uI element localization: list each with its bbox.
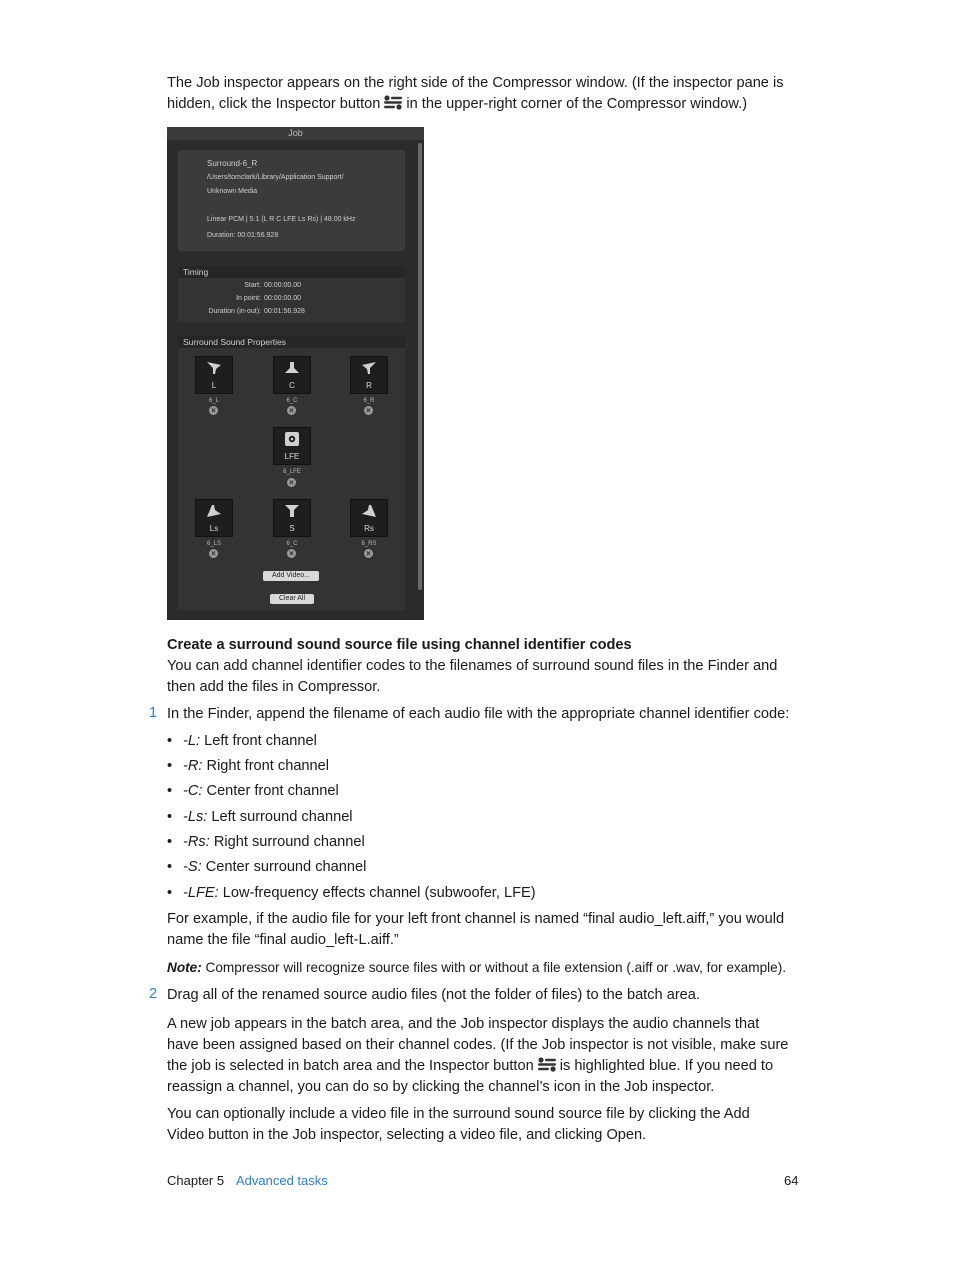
page-number: 64 — [784, 1173, 799, 1188]
job-duration: Duration: 00:01:56.928 — [207, 232, 279, 239]
timing-box: Start: 00:00:00.00 In point: 00:00:00.00 Duration (in-out): 00:01:56.928 — [178, 278, 405, 322]
intro-paragraph — [167, 73, 802, 115]
inspector-title: Job — [167, 127, 424, 140]
channel-l-button[interactable]: L — [195, 356, 233, 394]
job-media-type: Unknown Media — [207, 188, 258, 195]
channel-c-button[interactable]: C — [273, 356, 311, 394]
channel-lfe-remove-icon[interactable]: × — [287, 478, 296, 487]
channel-s-name: 6_C — [286, 541, 298, 547]
job-inspector-panel — [167, 127, 424, 620]
channel-l-name: 6_L — [208, 398, 219, 404]
add-video-button[interactable]: Add Video... — [263, 571, 319, 581]
job-file-path: /Users/tomclark/Library/Application Support/ — [207, 174, 344, 181]
step-1-text: In the Finder, append the filename of each audio file with the appropriate channel identifier code: — [167, 706, 790, 722]
bullet-item: • -Ls: Left surround channel — [167, 809, 353, 825]
inspector-scrollbar[interactable] — [418, 143, 422, 590]
channel-r-name: 6_R — [363, 398, 375, 404]
channel-lfe-button[interactable]: LFE — [273, 427, 311, 465]
timing-section-header: Timing — [178, 266, 405, 278]
bullet-item: • -L: Left front channel — [167, 733, 317, 749]
channel-lfe-name: 6_LFE — [283, 469, 301, 475]
note-paragraph: Note: Compressor will recognize source files with or without a file extension (.aiff or .wav, for example). — [167, 960, 787, 975]
bullet-item: • -R: Right front channel — [167, 758, 330, 774]
step-2-number: 2 — [149, 986, 158, 1002]
clear-all-button[interactable]: Clear All — [270, 594, 314, 604]
channel-s-remove-icon[interactable]: × — [287, 549, 296, 558]
section-heading: Create a surround sound source file using channel identifier codes — [167, 637, 632, 653]
channel-rs-button[interactable]: Rs — [350, 499, 388, 537]
example-paragraph: For example, if the audio file for your left front channel is named “final audio_left.aiff,” you would name the file “final audio_left-L.aiff.” — [167, 911, 785, 948]
channel-r-button[interactable]: R — [350, 356, 388, 394]
intro-line-1: The Job inspector appears on the right side of the Compressor window. (If the inspector pane is — [167, 75, 784, 91]
surround-section-header: Surround Sound Properties — [178, 336, 405, 348]
paragraph-new-job: A new job appears in the batch area, and the Job inspector displays the audio channels that have been assigned based on their channel codes. (If the Job inspector is not visible, make sure the job is selected in batch area and the Inspector button is highlighted blue. If you need to reassign a channel, you can do so by clicking the channel’s icon in the Job inspector. — [167, 1016, 789, 1095]
channel-c-remove-icon[interactable]: × — [287, 406, 296, 415]
channel-s-button[interactable]: S — [273, 499, 311, 537]
footer-section-link[interactable]: Advanced tasks — [236, 1173, 328, 1188]
note-label: Note: — [167, 960, 202, 975]
channel-c-name: 6_C — [286, 398, 298, 404]
channel-rs-remove-icon[interactable]: × — [364, 549, 373, 558]
speaker-left-icon — [206, 361, 222, 375]
job-audio-format: Linear PCM | 5.1 (L R C LFE Ls Rs) | 48.00 kHz — [207, 216, 356, 223]
bullet-item: • -C: Center front channel — [167, 783, 339, 799]
step-2-text: Drag all of the renamed source audio files (not the folder of files) to the batch area. — [167, 987, 700, 1003]
speaker-surround-icon — [284, 504, 300, 518]
job-file-name: Surround-6_R — [207, 159, 258, 168]
channel-ls-name: 6_LS — [206, 541, 221, 547]
speaker-center-icon — [284, 361, 300, 375]
channel-r-remove-icon[interactable]: × — [364, 406, 373, 415]
subwoofer-icon — [284, 432, 300, 446]
job-info-box — [178, 150, 405, 251]
bullet-item: • -S: Center surround channel — [167, 859, 367, 875]
inspector-button-icon — [383, 95, 403, 110]
channel-ls-remove-icon[interactable]: × — [209, 549, 218, 558]
channel-rs-name: 6_RS — [361, 541, 377, 547]
channel-ls-button[interactable]: Ls — [195, 499, 233, 537]
paragraph-add-video: You can optionally include a video file in the surround sound source file by clicking the Add Video button in the Job inspector, selecting a video file, and clicking Open. — [167, 1106, 750, 1143]
speaker-left-surround-icon — [206, 504, 222, 518]
speaker-right-surround-icon — [361, 504, 377, 518]
inspector-button-icon — [537, 1057, 557, 1072]
step-1-number: 1 — [149, 705, 158, 721]
paragraph-channel-codes: You can add channel identifier codes to the filenames of surround sound files in the Finder and then add the files in Compressor. — [167, 658, 778, 695]
speaker-right-icon — [361, 361, 377, 375]
surround-box — [178, 348, 405, 610]
footer-chapter: Chapter 5 — [167, 1173, 225, 1188]
bullet-item: • -Rs: Right surround channel — [167, 834, 365, 850]
intro-line-2: hidden, click the Inspector button in the upper-right corner of the Compressor window.) — [167, 96, 748, 112]
channel-l-remove-icon[interactable]: × — [209, 406, 218, 415]
bullet-item: • -LFE: Low-frequency effects channel (subwoofer, LFE) — [167, 885, 536, 901]
